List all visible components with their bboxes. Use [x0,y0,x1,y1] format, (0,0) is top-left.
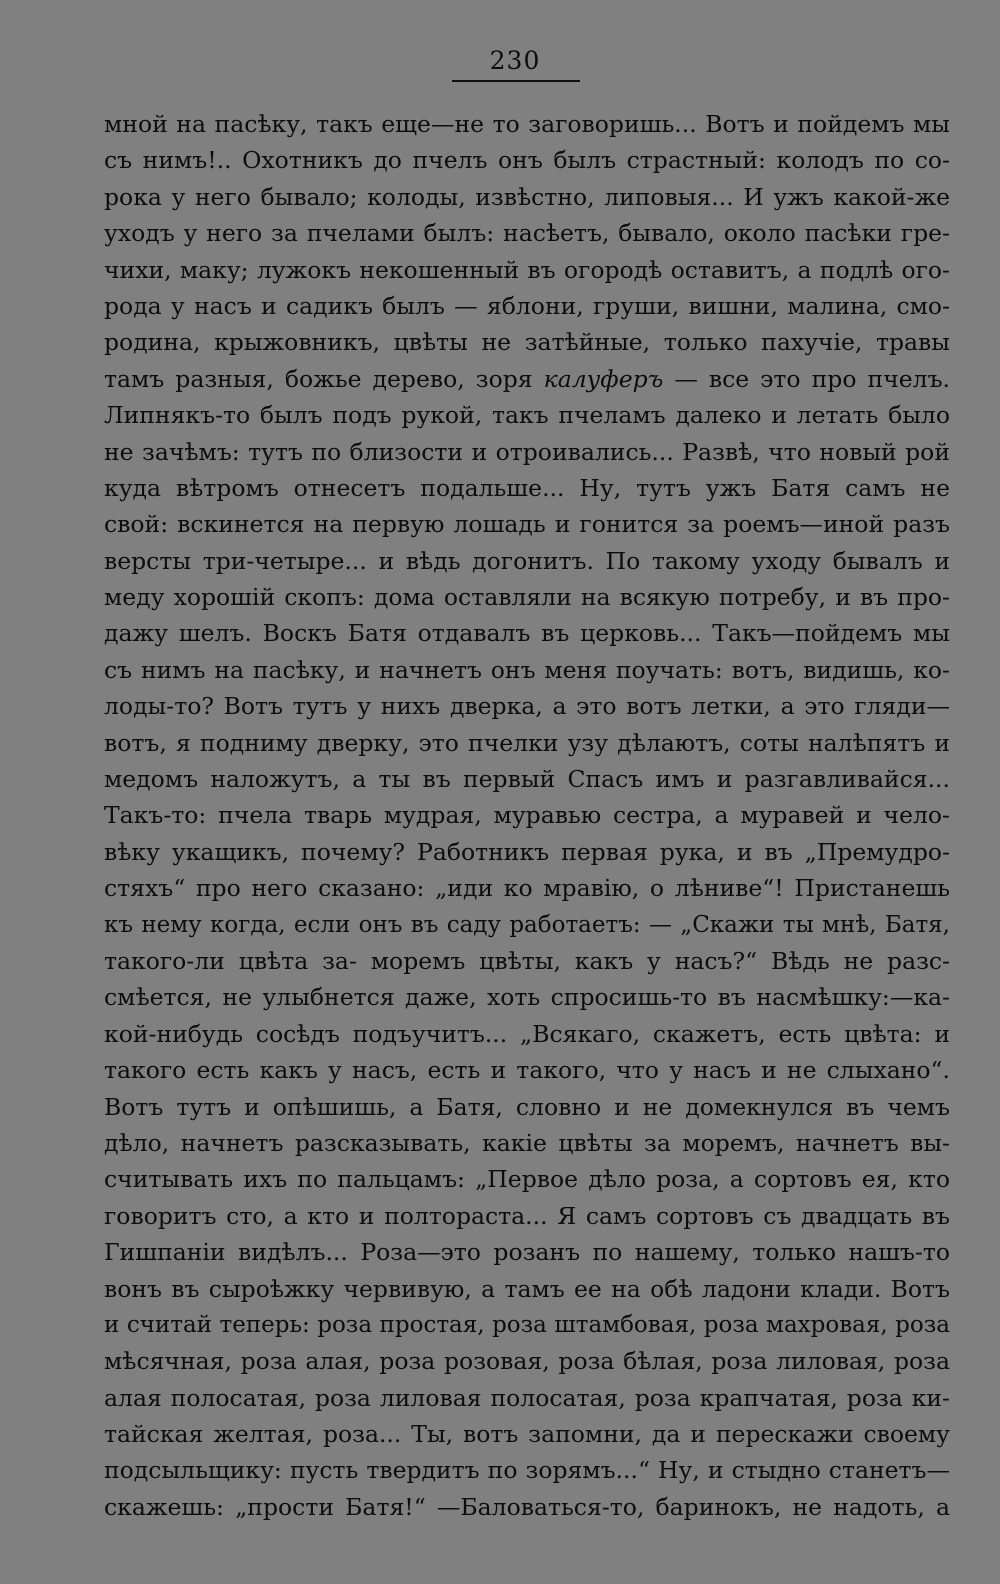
text-line: рода у насъ и садикъ былъ — яблони, груши, вишни, малина, смо- [104,291,950,320]
text-line: дѣло, начнетъ разсказывать, какіе цвѣты за моремъ, начнетъ вы- [104,1128,950,1157]
text-line: съ нимъ на пасѣку, и начнетъ онъ меня поучать: вотъ, видишь, ко- [104,655,950,684]
text-line: вѣку укащикъ, почему? Работникъ первая рука, и въ „Премудро- [104,837,950,866]
text-line: подсыльщику: пусть твердитъ по зорямъ...“ Ну, и стыдно станетъ— [104,1456,950,1485]
text-line: говоритъ сто, а кто и полтораста... Я самъ сортовъ съ двадцать въ [104,1201,950,1230]
text-line: и считай теперь: роза простая, роза штамбовая, роза махровая, роза [104,1311,950,1338]
text-line: чихи, маку; лужокъ некошенный въ огородѣ оставитъ, а подлѣ ого- [104,255,950,284]
text-line: алая полосатая, роза лиловая полосатая, роза крапчатая, роза ки- [104,1383,950,1412]
text-line: мной на пасѣку, такъ еще—не то заговоришь... Вотъ и пойдемъ мы [104,110,950,138]
header-rule [452,80,580,82]
text-line: Липнякъ-то былъ подъ рукой, такъ пчеламъ далеко и летать было [104,401,950,430]
text-line: версты три-четыре... и вѣдь догонитъ. По такому уходу бывалъ и [104,546,950,575]
text-line: считывать ихъ по пальцамъ: „Первое дѣло роза, а сортовъ ея, кто [104,1165,950,1194]
text-line: скажешь: „прости Батя!“ —Баловаться-то, баринокъ, не надоть, а [104,1492,950,1521]
text-line: тамъ разныя, божье дерево, зоря калуферъ — все это про пчелъ. [104,364,950,393]
text-line: тайская желтая, роза... Ты, вотъ запомни, да и перескажи своему [104,1420,950,1449]
text-line: Гишпаніи видѣлъ... Роза—это розанъ по нашему, только нашъ-то [104,1238,950,1267]
italic-word: калуферъ [543,364,664,393]
text-line: уходъ у него за пчелами былъ: насѣетъ, бывало, около пасѣки гре- [104,219,950,248]
text-line: вонъ въ сыроѣжку червивую, а тамъ ее на обѣ ладони клади. Вотъ [104,1274,950,1303]
text-line: лоды-то? Вотъ тутъ у нихъ дверка, а это вотъ летки, а это гляди— [104,692,950,721]
text-line: такого есть какъ у насъ, есть и такого, что у насъ и не слыхано“. [104,1056,950,1085]
text-line: Вотъ тутъ и опѣшишь, а Батя, словно и не домекнулся въ чемъ [104,1092,950,1121]
text-line: куда вѣтромъ отнесетъ подальше... Ну, тутъ ужъ Батя самъ не [104,473,950,502]
text-line: свой: вскинется на первую лошадь и гонится за роемъ—иной разъ [104,510,950,539]
text-line: меду хорошій скопъ: дома оставляли на всякую потребу, и въ про- [104,583,950,612]
text-line: рока у него бывало; колоды, извѣстно, липовыя... И ужъ какой-же [104,182,950,211]
text-line: такого-ли цвѣта за- моремъ цвѣты, какъ у насъ?“ Вѣдь не разс- [104,946,950,975]
text-line: Такъ-то: пчела тварь мудрая, муравью сестра, а муравей и чело- [104,801,950,830]
text-line: съ нимъ!.. Охотникъ до пчелъ онъ былъ страстный: колодъ по со- [104,146,950,175]
text-line: родина, крыжовникъ, цвѣты не затѣйные, только пахучіе, травы [104,328,950,357]
text-line: кой-нибудь сосѣдъ подъучитъ... „Всякаго, скажетъ, есть цвѣта: и [104,1019,950,1048]
text-line: стяхъ“ про него сказано: „иди ко мравію, о лѣниве“! Пристанешь [104,874,950,903]
body-text [104,106,950,1525]
text-line: не зачѣмъ: тутъ по близости и отроивались... Развѣ, что новый рой [104,437,950,466]
text-line: медомъ наложутъ, а ты въ первый Спасъ имъ и разгавливайся... [104,765,950,794]
text-line: вотъ, я подниму дверку, это пчелки узу дѣлаютъ, соты налѣпятъ и [104,728,950,757]
page-number: 230 [489,46,541,75]
text-line: смѣется, не улыбнется даже, хоть спросишь-то въ насмѣшку:—ка- [104,983,950,1012]
text-line: дажу шелъ. Воскъ Батя отдавалъ въ церковь... Такъ—пойдемъ мы [104,619,950,648]
text-line: къ нему когда, если онъ въ саду работаетъ: — „Скажи ты мнѣ, Батя, [104,911,950,938]
text-line: мѣсячная, роза алая, роза розовая, роза бѣлая, роза лиловая, роза [104,1347,950,1376]
